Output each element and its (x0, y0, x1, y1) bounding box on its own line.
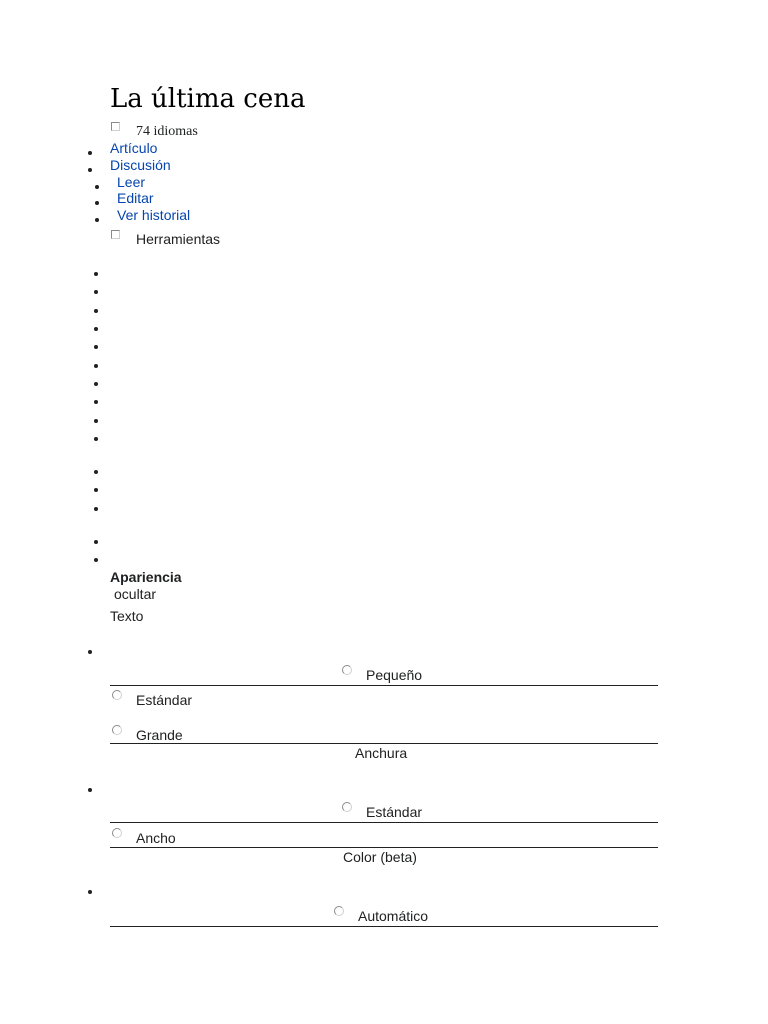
list-bullet (88, 650, 92, 654)
tab-discussion[interactable]: Discusión (110, 157, 171, 173)
color-automatic-radio[interactable] (334, 906, 344, 916)
languages-button[interactable]: 74 idiomas (136, 124, 198, 139)
appearance-heading: Apariencia (110, 569, 182, 585)
list-bullet (88, 168, 92, 172)
list-bullet (88, 890, 92, 894)
tab-article[interactable]: Artículo (110, 140, 158, 156)
empty-list-item (94, 400, 98, 404)
empty-list-item (94, 290, 98, 294)
list-bullet (95, 185, 99, 189)
empty-list-item (94, 345, 98, 349)
text-size-small-label: Pequeño (366, 667, 423, 683)
list-bullet (88, 151, 92, 155)
text-size-large-radio[interactable] (112, 725, 122, 735)
languages-checkbox[interactable] (111, 122, 120, 131)
page-title: La última cena (110, 84, 306, 114)
width-label: Anchura (355, 745, 408, 761)
width-wide-radio[interactable] (112, 828, 122, 838)
color-automatic-label: Automático (358, 908, 429, 924)
color-label: Color (beta) (343, 849, 417, 865)
empty-list-item (94, 327, 98, 331)
empty-list-item (94, 470, 98, 474)
tools-button[interactable]: Herramientas (136, 231, 221, 247)
list-bullet (95, 218, 99, 222)
width-wide-label: Ancho (136, 830, 176, 846)
empty-list-item (94, 437, 98, 441)
empty-list-item (94, 382, 98, 386)
text-size-label: Texto (110, 608, 144, 624)
text-size-large-label: Grande (136, 727, 183, 743)
empty-list-item (94, 507, 98, 511)
divider (110, 685, 658, 686)
tools-checkbox[interactable] (111, 230, 120, 239)
appearance-hide-button[interactable]: ocultar (114, 586, 157, 602)
empty-list-item (94, 419, 98, 423)
empty-list-item (94, 364, 98, 368)
width-standard-label: Estándar (366, 804, 423, 820)
list-bullet (88, 788, 92, 792)
divider (110, 822, 658, 823)
tab-read[interactable]: Leer (117, 174, 146, 190)
list-bullet (95, 201, 99, 205)
tab-view-history[interactable]: Ver historial (117, 207, 191, 223)
divider (110, 847, 658, 848)
divider (110, 743, 658, 744)
empty-list-item (94, 488, 98, 492)
empty-list-item (94, 540, 98, 544)
empty-list-item (94, 309, 98, 313)
divider (110, 926, 658, 927)
text-size-standard-radio[interactable] (112, 690, 122, 700)
text-size-small-radio[interactable] (342, 665, 352, 675)
width-standard-radio[interactable] (342, 802, 352, 812)
empty-list-item (94, 558, 98, 562)
tab-edit[interactable]: Editar (117, 190, 154, 206)
empty-list-item (94, 272, 98, 276)
text-size-standard-label: Estándar (136, 692, 193, 708)
